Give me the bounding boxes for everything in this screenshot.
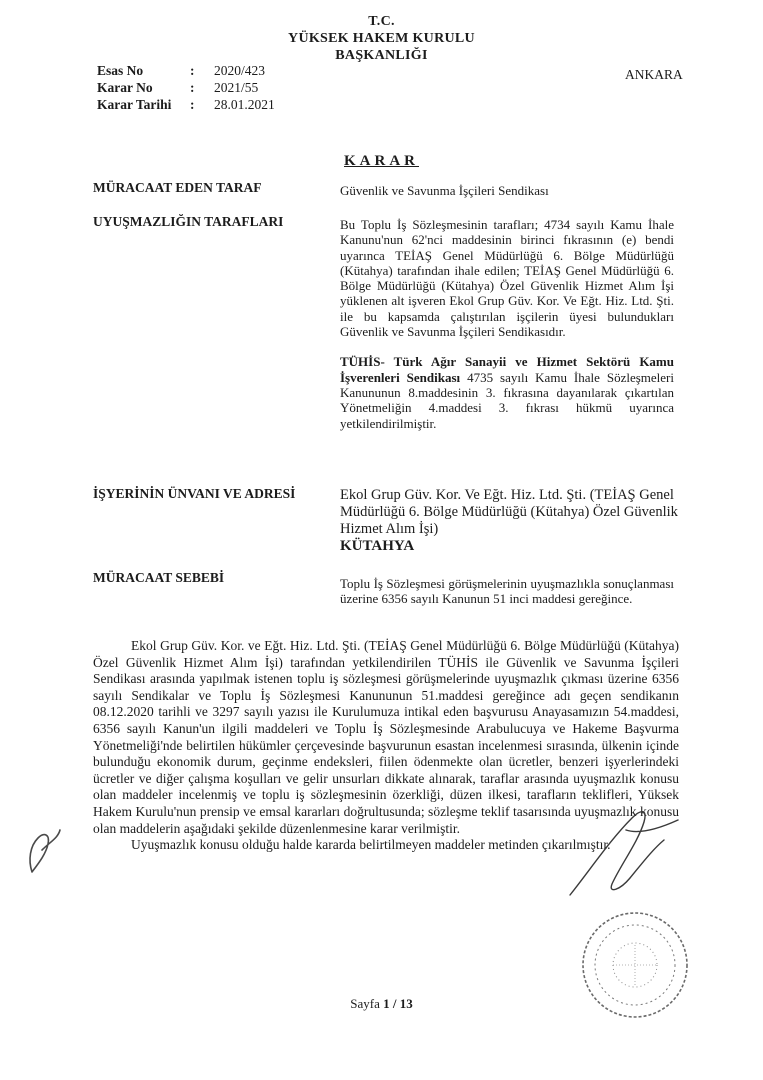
- parties-paragraph-2: [340, 354, 674, 430]
- document-title: KARAR: [344, 153, 419, 169]
- karar-row: [97, 79, 275, 96]
- workplace-value: [340, 487, 680, 555]
- handwritten-initial-mark: [20, 820, 76, 880]
- city-label: ANKARA: [625, 67, 683, 82]
- signature-mark: [560, 800, 690, 910]
- esas-row: [97, 62, 275, 79]
- case-meta: [97, 62, 275, 113]
- workplace-city: KÜTAHYA: [340, 538, 415, 554]
- reason-label: MÜRACAAT SEBEBİ: [93, 570, 225, 585]
- applicant-value: Güvenlik ve Savunma İşçileri Sendikası: [340, 183, 549, 198]
- tarih-separator: :: [190, 97, 195, 112]
- karar-value: 2021/55: [214, 80, 259, 95]
- page-number: 1 / 13: [383, 996, 413, 1011]
- esas-separator: :: [190, 63, 195, 78]
- header-tc: T.C.: [368, 14, 395, 29]
- workplace-address: Ekol Grup Güv. Kor. Ve Eğt. Hiz. Ltd. Şti. (TEİAŞ Genel Müdürlüğü 6. Bölge Müdürlüğü (Kütahya) Özel Güvenlik Hizmet Alım İşi): [340, 487, 678, 537]
- applicant-label: MÜRACAAT EDEN TARAF: [93, 180, 262, 195]
- tarih-value: 28.01.2021: [214, 97, 275, 112]
- employer-union-text: 4735 sayılı Kamu İhale Sözleşmeleri Kanununun 8.maddesinin 3. fıkrasına dayanılarak çıkartılan Yönetmeliğin 4.maddesi 3. fıkrası hükmü uyarınca yetkilendirilmiştir.: [340, 369, 674, 431]
- reason-value: Toplu İş Sözleşmesi görüşmelerinin uyuşmazlıkla sonuçlanması üzerine 6356 sayılı Kanunun 51 inci maddesi gereğince.: [340, 576, 674, 607]
- header-institution: YÜKSEK HAKEM KURULU: [288, 31, 475, 46]
- karar-label: Karar No: [97, 80, 153, 95]
- workplace-label: İŞYERİNİN ÜNVANI VE ADRESİ: [93, 486, 296, 501]
- body-paragraph-1: Ekol Grup Güv. Kor. ve Eğt. Hiz. Ltd. Şti. (TEİAŞ Genel Müdürlüğü 6. Bölge Müdürlüğü (Kütahya) Özel Güvenlik Hizmet Alım İşi) tarafından yetkilendirilen TÜHİS ile Güvenlik ve Savunma İşçileri Sendikası arasında yapılmak istenen toplu iş sözleşmesi görüşmelerinde uyuşmazlık çıkması üzerine 6356 sayılı Sendikalar ve Toplu İş Sözleşmesi Kanununun 51.maddesi gereğince adı geçen sendikanın 08.12.2020 tarihli ve 3297 sayılı yazısı ile Kurulumuza intikal eden başvurusu Anayasamızın 54.maddesi, 6356 sayılı Kanun'un ilgili maddeleri ve Toplu İş Sözleşmesinde Arabulucuya ve Hakeme Başvurma Yönetmeliği'nde belirtilen hükümler çerçevesinde başvurunun esastan incelenmesi sırasında, ülkenin içinde bulunduğu ekonomik durum, geçinme endeksleri, fiilen ödenmekte olan ücretler, benzeri işyerlerindeki ücretler ve diğer çalışma koşulları ve gelir unsurları dikkate alınarak, taraflar arasında uyuşmazlık konusu olan maddeler incelenmiş ve toplu iş sözleşmesinin özerkliği, düzen ilkesi, tarafların teklifleri, Yüksek Hakem Kurulu'nun prensip ve emsal kararları doğrultusunda; sözleşme teklif tasarısında uyuşmazlık konusu olan maddelerin aşağıdaki şekilde düzenlenmesine karar verilmiştir.: [93, 638, 679, 836]
- body-paragraph-2: Uyuşmazlık konusu olduğu halde kararda belirtilmeyen maddeler metinden çıkarılmıştır.: [131, 837, 611, 853]
- page-label: Sayfa: [350, 996, 380, 1011]
- header-department: BAŞKANLIĞI: [335, 48, 428, 63]
- parties-paragraph-1: Bu Toplu İş Sözleşmesinin tarafları; 4734 sayılı Kamu İhale Kanunu'nun 62'nci maddesinin birinci fıkrasının (e) bendi uyarınca TEİAŞ Genel Müdürlüğü 6. Bölge Müdürlüğü (Kütahya) tarafından ihale edilen; TEİAŞ Genel Müdürlüğü 6. Bölge Müdürlüğü (Kütahya) Özel Güvenlik Hizmet Alım İşi yüklenen alt işveren Ekol Grup Güv. Kor. Ve Eğt. Hiz. Ltd. Şti. ile bu kapsamda çalıştırılan işçilerin üyesi bulundukları Güvenlik ve Savunma İşçileri Sendikasıdır.: [340, 217, 674, 340]
- karar-separator: :: [190, 80, 195, 95]
- tarih-label: Karar Tarihi: [97, 97, 172, 112]
- parties-label: UYUŞMAZLIĞIN TARAFLARI: [93, 214, 284, 229]
- parties-value: [340, 217, 674, 431]
- page-footer: [0, 996, 763, 1012]
- tarih-row: [97, 96, 275, 113]
- esas-label: Esas No: [97, 63, 144, 78]
- employer-union-name: TÜHİS- Türk Ağır Sanayii ve Hizmet Sektörü Kamu İşverenleri Sendikası: [340, 354, 674, 385]
- esas-value: 2020/423: [214, 63, 266, 78]
